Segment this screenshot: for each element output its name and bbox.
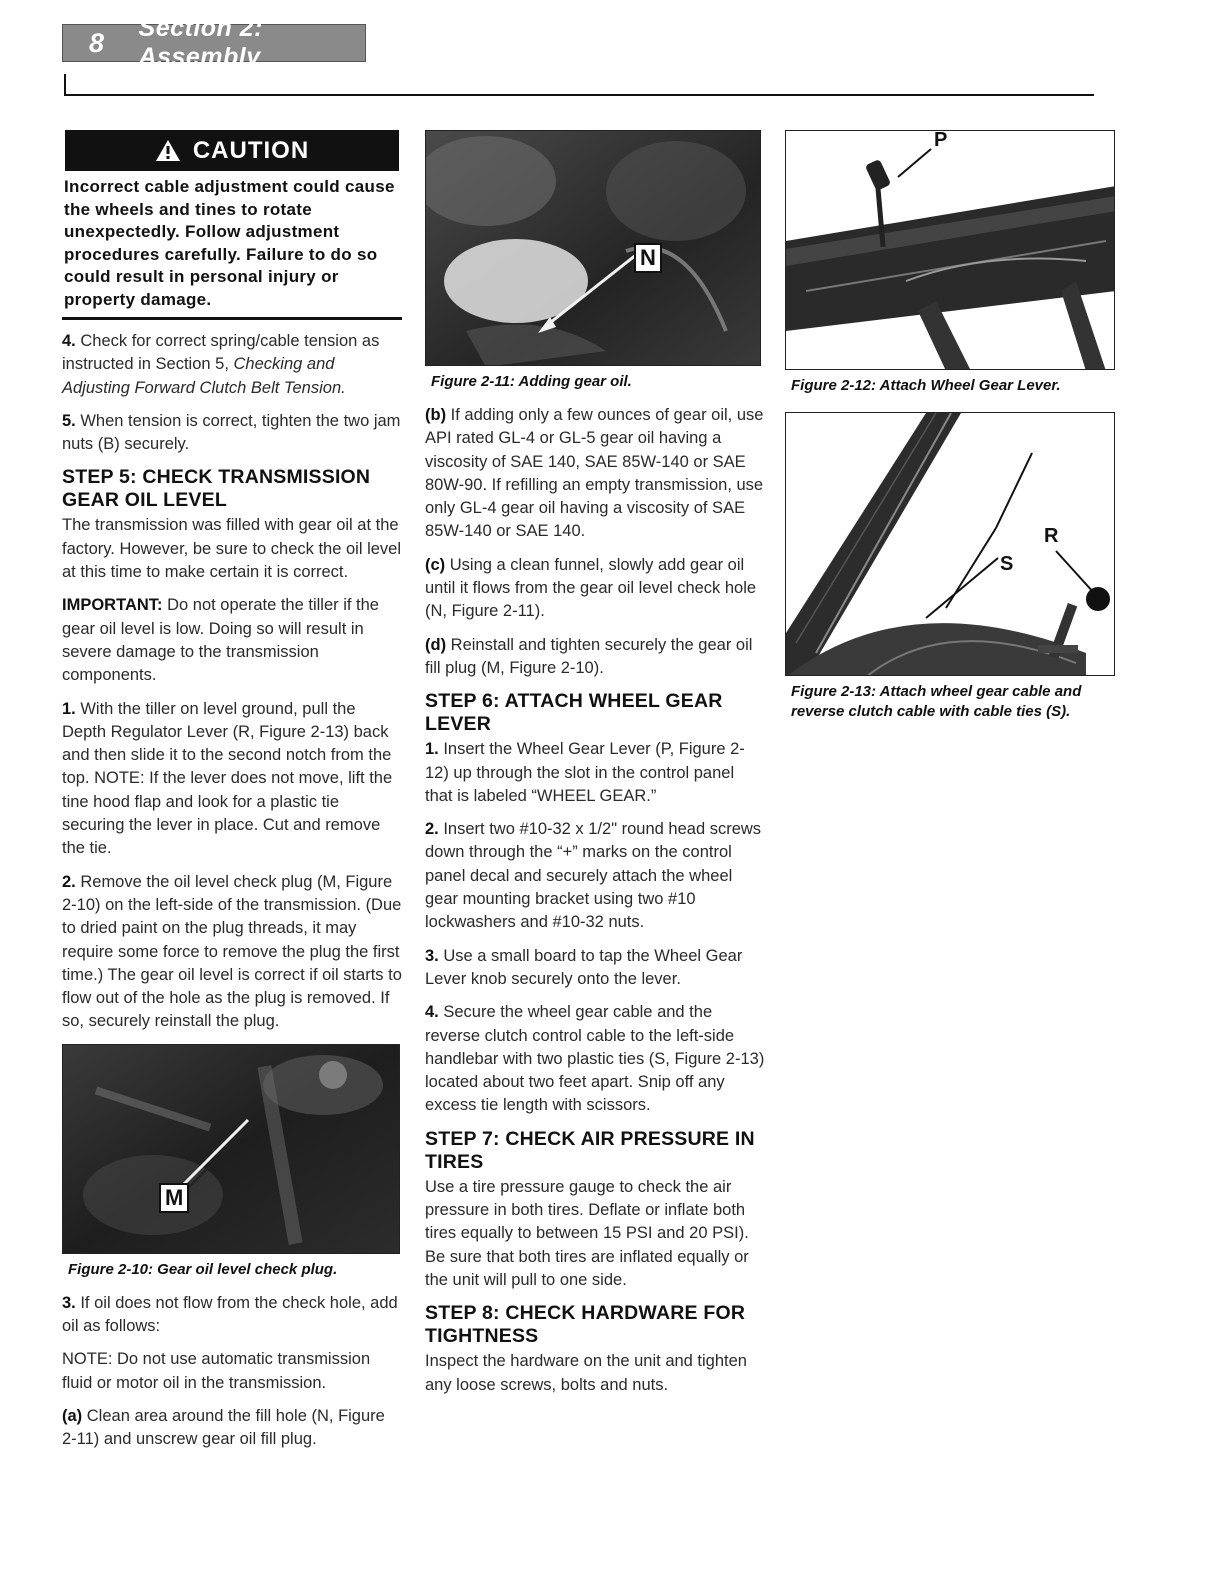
step6-item-3 [425,945,765,992]
column-2 [425,130,765,1407]
figure-2-10-caption: Figure 2-10: Gear oil level check plug. [68,1260,338,1278]
column-3 [785,130,1117,734]
item-number: 3. [62,1293,76,1312]
item-number: 1. [425,740,439,759]
section-title: Section 2: Assembly [138,14,264,71]
step8-heading: STEP 8: CHECK HARDWARE FOR TIGHTNESS [425,1302,746,1348]
step6-item-4 [425,1001,765,1117]
step5-intro: The transmission was filled with gear oil at the factory. However, be sure to check the oil level at this time to make certain it is correct. [62,516,402,582]
item-number: (b) [425,406,447,424]
step5-heading: STEP 5: CHECK TRANSMISSION GEAR OIL LEVEL [62,466,371,512]
caution-box [62,130,402,320]
item-text: Using a clean funnel, slowly add gear oil until it flows from the gear oil level check hole (N, Figure 2-11). [425,555,757,621]
item-text: Use a small board to tap the Wheel Gear Lever knob securely onto the lever. [425,946,743,988]
item-number: 2. [425,820,439,839]
page-number: 8 [89,27,105,58]
step7-text: Use a tire pressure gauge to check the air pressure in both tires. Deflate or inflate both tires equally to between 15 PSI and 20 PSI). Be sure that both tires are inflated equally or the unit will pull to one side. [425,1177,749,1289]
step6-item-2 [425,818,765,934]
step5-item-3 [62,1292,402,1339]
section-header-bar [62,14,366,71]
item-number: 1. [62,699,76,718]
header-rule-tick [64,74,66,96]
item-number: 2. [62,872,76,891]
note-paragraph: NOTE: Do not use automatic transmission fluid or motor oil in the transmission. [62,1350,371,1392]
caution-text: Incorrect cable adjustment could cause the wheels and tines to rotate unexpectedly. Follow adjustment procedures carefully. Failure to do so could result in personal injury or property damage. [62,171,402,320]
item-text: Check for correct spring/cable tension as instructed in Section 5, [62,332,380,374]
item-text: Clean area around the fill hole (N, Figure 2-11) and unscrew gear oil fill plug. [62,1406,385,1449]
caution-banner [65,130,399,171]
item-text: Remove the oil level check plug (M, Figure 2-10) on the left-side of the transmission. (Due to dried paint on the plug threads, it may require some force to remove the plug the first time.) The gear oil level is correct if oil starts to flow out of the hole as the plug is removed. If so, securely reinstall the plug. [62,872,402,1031]
step5-item-1 [62,698,402,861]
item-text: When tension is correct, tighten the two jam nuts (B) securely. [62,411,401,454]
callout-r: R [1044,525,1059,547]
item-text: If oil does not flow from the check hole, add oil as follows: [62,1293,398,1336]
item-number: (d) [425,635,447,654]
figure-2-13-photo [785,412,1115,676]
step8-text: Inspect the hardware on the unit and tighten any loose screws, bolts and nuts. [425,1352,747,1394]
important-label: IMPORTANT: [62,596,163,615]
callout-p: P [934,130,948,151]
figure-2-13-caption: Figure 2-13: Attach wheel gear cable and reverse clutch cable with cable ties (S). [791,683,1082,720]
item-text: Insert the Wheel Gear Lever (P, Figure 2-12) up through the slot in the control panel that is labeled “WHEEL GEAR.” [425,740,745,805]
paragraph-step4-4 [62,330,402,400]
header-rule [64,94,1094,96]
step7-heading: STEP 7: CHECK AIR PRESSURE IN TIRES [425,1127,755,1173]
substep-a [62,1405,402,1452]
caution-title: CAUTION [192,136,310,164]
callout-s: S [1000,553,1014,575]
gear-oil-plug-illustration [63,1045,400,1254]
substep-b [425,404,765,544]
wheel-gear-lever-illustration [786,131,1115,370]
step5-item-2 [62,871,402,1034]
item-text: Insert two #10-32 x 1/2" round head screws down through the “+” marks on the control panel decal and securely attach the wheel gear mounting bracket using two #10 lockwashers and #10-32 nuts. [425,820,762,932]
step6-item-1 [425,738,765,808]
callout-m: M [159,1183,189,1213]
item-text: If adding only a few ounces of gear oil, use API rated GL-4 or GL-5 gear oil having a viscosity of SAE 140, SAE 85W-140 or SAE 80W-90. If refilling an empty transmission, use only GL-4 gear oil having a viscosity of SAE 85W-140 or SAE 140. [425,406,764,541]
column-1 [62,130,402,1462]
item-number: 4. [62,332,76,350]
substep-c [425,554,765,624]
item-number: (c) [425,555,446,574]
substep-d [425,634,765,681]
adding-gear-oil-illustration [426,131,761,366]
cable-ties-illustration [786,413,1115,676]
important-note [62,594,402,687]
figure-2-12-photo [785,130,1115,370]
figure-2-11-caption: Figure 2-11: Adding gear oil. [431,373,632,390]
figure-2-11-photo [425,130,761,366]
item-text: Reinstall and tighten securely the gear oil fill plug (M, Figure 2-10). [425,635,753,677]
item-number: 5. [62,411,76,430]
callout-n: N [634,243,662,273]
item-number: (a) [62,1406,83,1425]
item-number: 4. [425,1003,439,1022]
step6-heading: STEP 6: ATTACH WHEEL GEAR LEVER [425,690,723,736]
item-text: Secure the wheel gear cable and the reverse clutch control cable to the left-side handlebar with two plastic ties (S, Figure 2-13) located about two feet apart. Snip off any excess tie length with scissors. [425,1003,765,1115]
figure-2-10-photo [62,1044,400,1254]
important-text: Do not operate the tiller if the gear oil level is low. Doing so will result in severe damage to the transmission components. [62,596,379,685]
figure-2-12-caption: Figure 2-12: Attach Wheel Gear Lever. [791,377,1061,394]
item-number: 3. [425,946,439,965]
paragraph-step4-5 [62,410,402,457]
warning-triangle-icon [155,139,181,162]
item-text: With the tiller on level ground, pull the Depth Regulator Lever (R, Figure 2-13) back and then slide it to the second notch from the top. NOTE: If the lever does not move, lift the tine hood flap and look for a plastic tie securing the lever in place. Cut and remove the tie. [62,699,393,858]
section-reference: Checking and Adjusting Forward Clutch Belt Tension. [62,355,346,397]
